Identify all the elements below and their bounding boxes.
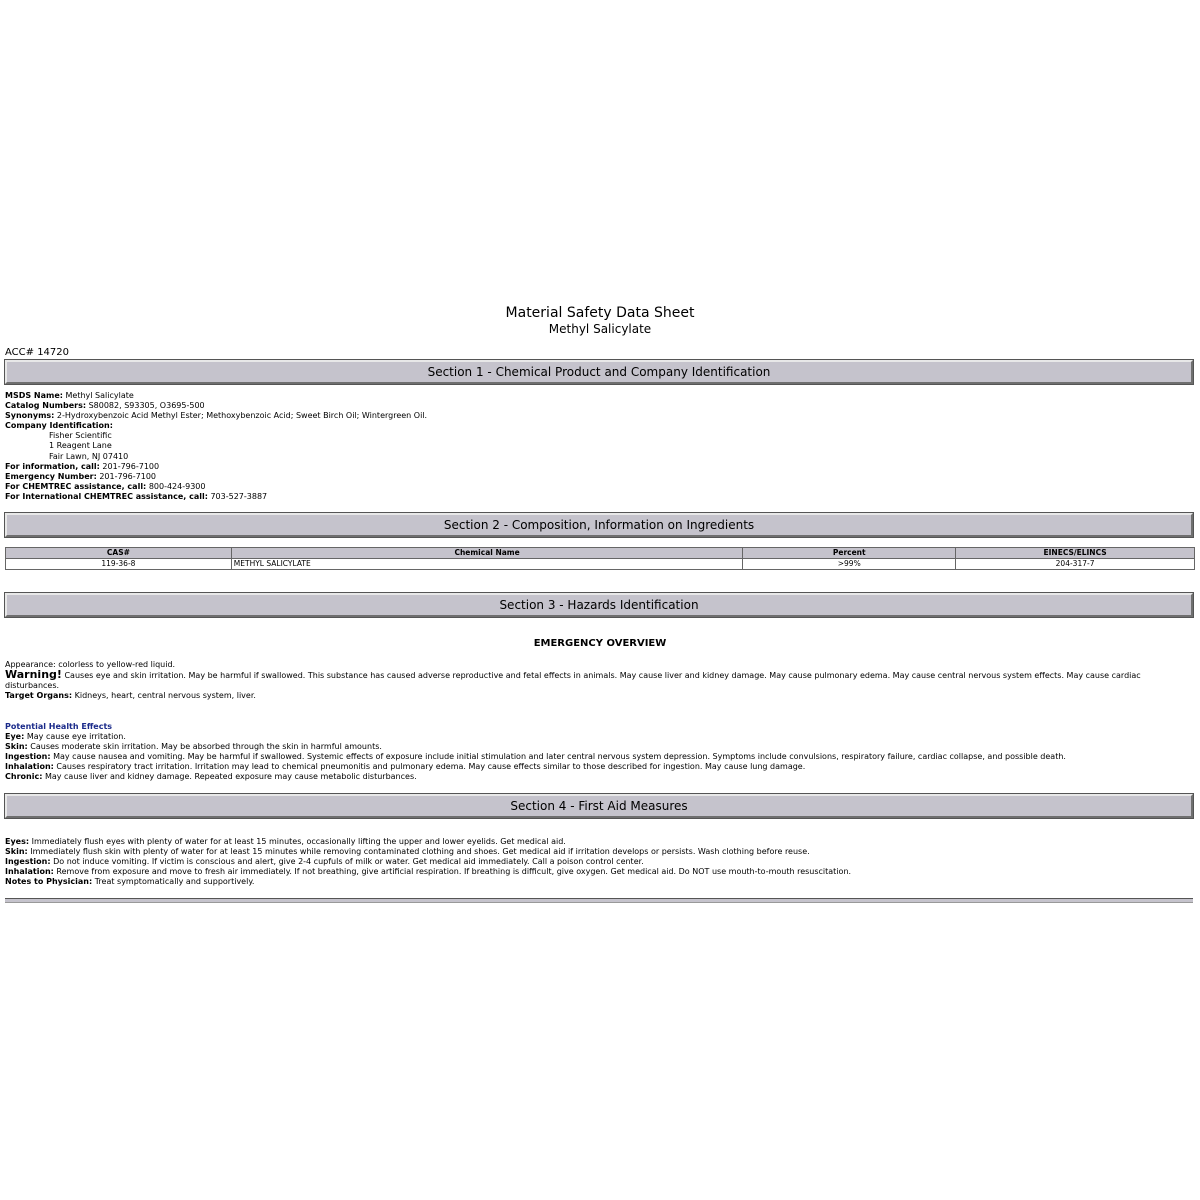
intl-chemtrec-label: For International CHEMTREC assistance, call: [5, 491, 208, 501]
composition-table [5, 547, 1195, 570]
skin-text: Causes moderate skin irritation. May be absorbed through the skin in harmful amounts. [30, 742, 382, 752]
company-row [5, 421, 1190, 431]
eye-text: May cause eye irritation. [26, 732, 126, 742]
first-aid-inhalation-text: Remove from exposure and move to fresh air immediately. If not breathing, give artificial respiration. If breathing is difficult, give oxygen. Get medical aid. Do NOT use mouth-to-mouth resuscitation. [56, 867, 852, 877]
company-name: Fisher Scientific [49, 431, 112, 441]
first-aid-inhalation-label: Inhalation: [5, 867, 54, 877]
page-title: Material Safety Data Sheet [505, 305, 695, 321]
section-1-heading: Section 1 - Chemical Product and Company Identification [5, 360, 1193, 384]
section-3-heading: Section 3 - Hazards Identification [5, 593, 1193, 617]
info-row [5, 462, 1190, 472]
eye-label: Eye: [5, 732, 25, 742]
emergency-overview-body [5, 660, 1190, 701]
synonyms-label: Synonyms: [5, 411, 55, 421]
chemtrec-phone: 800-424-9300 [148, 481, 206, 491]
chronic-row [5, 772, 1190, 782]
next-section-bar-edge [5, 898, 1193, 903]
synonyms-value: 2-Hydroxybenzoic Acid Methyl Ester; Methoxybenzoic Acid; Sweet Birch Oil; Wintergreen Oil. [56, 411, 428, 421]
section-2-heading: Section 2 - Composition, Information on Ingredients [5, 513, 1193, 537]
health-effects-title: Potential Health Effects [5, 722, 113, 731]
first-aid-ingestion-label: Ingestion: [5, 857, 51, 867]
notes-to-physician-label: Notes to Physician: [5, 877, 93, 887]
intl-chemtrec-row [5, 492, 1190, 502]
notes-to-physician-row [5, 877, 1190, 887]
ingestion-row [5, 752, 1190, 762]
skin-row [5, 742, 1190, 752]
chemtrec-row [5, 482, 1190, 492]
health-effects-body [5, 722, 1190, 783]
first-aid-body [5, 837, 1190, 887]
column-header: Percent [743, 548, 956, 559]
chemtrec-label: For CHEMTREC assistance, call: [5, 481, 147, 491]
table-cell-percent: >99% [743, 559, 956, 570]
table-cell-cas: 119-36-8 [6, 559, 232, 570]
table-header-row [6, 548, 1195, 559]
section-4-heading: Section 4 - First Aid Measures [5, 794, 1193, 818]
emergency-overview-title: EMERGENCY OVERVIEW [533, 638, 667, 649]
msds-name-label: MSDS Name: [5, 391, 63, 400]
acc-number: ACC# 14720 [5, 347, 69, 358]
column-header: Chemical Name [231, 548, 743, 559]
skin-label: Skin: [5, 742, 28, 752]
warning-label: Warning! [5, 668, 62, 682]
company-city: Fair Lawn, NJ 07410 [49, 451, 129, 461]
chronic-label: Chronic: [5, 772, 43, 782]
inhalation-label: Inhalation: [5, 762, 54, 772]
ingestion-text: May cause nausea and vomiting. May be harmful if swallowed. Systemic effects of exposure include initial stimulation and later central nervous system depression. Symptoms include convulsions, respiratory failure, cardiac collapse, and possible death. [53, 752, 1066, 762]
first-aid-skin-text: Immediately flush skin with plenty of water for at least 15 minutes while removing contaminated clothing and shoes. Get medical aid if irritation develops or persists. Wash clothing before reuse. [30, 847, 810, 857]
emergency-row [5, 472, 1190, 482]
catalog-value: S80082, S93305, O3695-500 [88, 401, 205, 411]
emergency-phone: 201-796-7100 [99, 471, 157, 481]
first-aid-eyes-label: Eyes: [5, 837, 30, 846]
notes-to-physician-text: Treat symptomatically and supportively. [94, 877, 255, 887]
warning-text: Causes eye and skin irritation. May be harmful if swallowed. This substance has caused adverse reproductive and fetal effects in animals. May cause liver and kidney damage. May cause pulmonary edema. May cause central nervous system effects. May cause cardiac disturbances. [5, 671, 1141, 691]
catalog-row [5, 401, 1190, 411]
first-aid-skin-label: Skin: [5, 847, 28, 857]
first-aid-skin-row [5, 847, 1190, 857]
company-street: 1 Reagent Lane [49, 441, 112, 451]
msds-name-row [5, 391, 1190, 401]
warning-row [5, 670, 1190, 691]
target-organs-row [5, 691, 1190, 701]
section-1-body [5, 391, 1190, 502]
table-cell-chemical-name: METHYL SALICYLATE [231, 559, 743, 570]
eye-row [5, 732, 1190, 742]
column-header: CAS# [6, 548, 232, 559]
inhalation-row [5, 762, 1190, 772]
catalog-label: Catalog Numbers: [5, 401, 87, 411]
table-cell-einecs: 204-317-7 [956, 559, 1195, 570]
first-aid-eyes-text: Immediately flush eyes with plenty of water for at least 15 minutes, occasionally lifting the upper and lower eyelids. Get medical aid. [31, 837, 566, 846]
first-aid-ingestion-text: Do not induce vomiting. If victim is conscious and alert, give 2-4 cupfuls of milk or water. Get medical aid immediately. Call a poison control center. [53, 857, 644, 867]
inhalation-text: Causes respiratory tract irritation. Irritation may lead to chemical pneumonitis and pulmonary edema. May cause effects similar to those described for ingestion. May cause lung damage. [56, 762, 806, 772]
info-label: For information, call: [5, 461, 100, 471]
page-subtitle: Methyl Salicylate [548, 322, 652, 336]
msds-name-value: Methyl Salicylate [65, 391, 134, 400]
appearance-text: Appearance: colorless to yellow-red liquid. [5, 660, 176, 669]
chronic-text: May cause liver and kidney damage. Repeated exposure may cause metabolic disturbances. [44, 772, 417, 782]
first-aid-inhalation-row [5, 867, 1190, 877]
intl-chemtrec-phone: 703-527-3887 [210, 491, 268, 501]
ingestion-label: Ingestion: [5, 752, 51, 762]
info-phone: 201-796-7100 [102, 461, 160, 471]
first-aid-ingestion-row [5, 857, 1190, 867]
synonyms-row [5, 411, 1190, 421]
target-organs-label: Target Organs: [5, 691, 73, 701]
target-organs-text: Kidneys, heart, central nervous system, liver. [74, 691, 256, 701]
table-row [6, 559, 1195, 570]
first-aid-eyes-row [5, 837, 1190, 847]
company-label: Company Identification: [5, 421, 113, 431]
column-header: EINECS/ELINCS [956, 548, 1195, 559]
emergency-label: Emergency Number: [5, 471, 97, 481]
